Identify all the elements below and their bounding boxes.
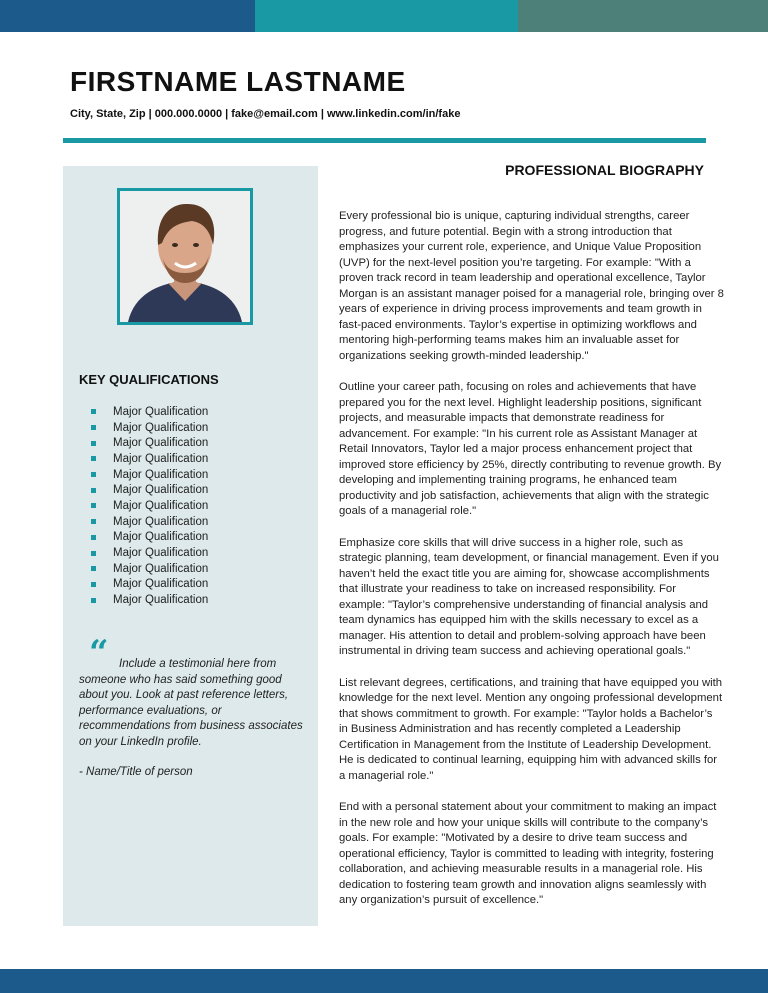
square-bullet-icon	[91, 472, 96, 477]
qualification-text: Major Qualification	[113, 437, 209, 450]
qualification-item	[91, 577, 208, 593]
qualification-item	[91, 545, 208, 561]
square-bullet-icon	[91, 551, 96, 556]
headshot-photo-icon	[120, 191, 250, 322]
candidate-name: FIRSTNAME LASTNAME	[70, 66, 406, 97]
sidebar	[63, 166, 318, 926]
square-bullet-icon	[91, 409, 96, 414]
top-band-green-segment	[518, 0, 768, 32]
biography-paragraph: End with a personal statement about your commitment to making an impact in the new role and how your unique skills will contribute to the company’s goals. For example: "Motivated by a desire to drive team success and operational efficiency, Taylor is committed to leading with integrity, fostering collaboration, and achieving measurable results in a managerial role. His dedication to fostering team growth and innovation aligns seamlessly with any organization’s pursuit of excellence."	[339, 800, 717, 907]
square-bullet-icon	[91, 598, 96, 603]
qualification-text: Major Qualification	[113, 562, 209, 575]
square-bullet-icon	[91, 503, 96, 508]
square-bullet-icon	[91, 566, 96, 571]
biography-heading: PROFESSIONAL BIOGRAPHY	[505, 162, 704, 178]
qualification-text: Major Qualification	[113, 515, 209, 528]
qualification-text: Major Qualification	[113, 468, 209, 481]
qualification-text: Major Qualification	[113, 405, 209, 418]
qualification-item	[91, 592, 208, 608]
qualification-text: Major Qualification	[113, 578, 209, 591]
square-bullet-icon	[91, 441, 96, 446]
testimonial-text: Include a testimonial here from someone who has said something good about you. Look at past reference letters, performance evaluations, or recommendations from business associates on your LinkedIn profile.	[79, 658, 303, 748]
square-bullet-icon	[91, 425, 96, 430]
qualification-item	[91, 561, 208, 577]
biography-paragraph: Emphasize core skills that will drive success in a higher role, such as strategic planning, team development, or financial management. Even if you haven’t held the exact title you are aiming for, showcase accomplishments that illustrate your readiness to take on increased responsibility. For example: "Taylor’s comprehensive understanding of financial analysis and team dynamics has equipped him with the skills necessary to excel as a manager. His attention to detail and problem-solving approach have been instrumental in driving team success and achieving operational goals."	[339, 536, 719, 658]
square-bullet-icon	[91, 519, 96, 524]
square-bullet-icon	[91, 488, 96, 493]
qualification-text: Major Qualification	[113, 421, 209, 434]
qualification-text: Major Qualification	[113, 484, 209, 497]
top-band-navy-segment	[0, 0, 255, 32]
qualification-item	[91, 420, 208, 436]
qualification-item	[91, 514, 208, 530]
biography-body	[339, 209, 724, 924]
qualification-item	[91, 404, 208, 420]
qualification-text: Major Qualification	[113, 547, 209, 560]
qualification-item	[91, 498, 208, 514]
qualification-text: Major Qualification	[113, 499, 209, 512]
quote-mark-icon: “	[89, 633, 109, 673]
square-bullet-icon	[91, 456, 96, 461]
qualifications-heading: KEY QUALIFICATIONS	[79, 372, 219, 387]
header-divider	[63, 138, 706, 143]
qualifications-list	[91, 404, 208, 608]
square-bullet-icon	[91, 535, 96, 540]
qualification-item	[91, 451, 208, 467]
biography-paragraph: List relevant degrees, certifications, and training that have equipped you with knowledge for the next level. Mention any ongoing professional development that shows commitment to growth. For example: "Taylor holds a Bachelor’s in Business Administration and has recently completed a Leadership Certification in Management from the Institute of Leadership Development. He is dedicated to continual learning, equipping him with advanced skills for a managerial role."	[339, 676, 723, 782]
biography-paragraph: Outline your career path, focusing on roles and achievements that have prepared you for the next level. Highlight leadership positions, significant projects, and measurable impacts that demonstrate readiness for advancement. For example: "In his current role as Assistant Manager at Retail Innovators, Taylor led a major process enhancement project that improved store efficiency by 25%, directly contributing to revenue growth. By developing and implementing training programs, he enhanced team productivity and job satisfaction, achievements that align with the strategic goals of a managerial role."	[339, 381, 722, 518]
profile-photo	[117, 188, 253, 325]
square-bullet-icon	[91, 582, 96, 587]
biography-paragraph: Every professional bio is unique, capturing individual strengths, career progress, and future potential. Begin with a strong introduction that emphasizes your current role, experience, and Unique Value Proposition (UVP) for the next-level position you’re targeting. For example: "With a proven track record in team leadership and operational excellence, Taylor Morgan is an assistant manager poised for a managerial role, bringing over 8 years of experience in driving process improvements and team growth in fast-paced environments. Taylor’s expertise in optimizing workflows and mentoring high-performing teams makes him an invaluable asset for organizations seeking growth-minded leadership."	[339, 210, 724, 362]
qualification-item	[91, 467, 208, 483]
qualification-text: Major Qualification	[113, 594, 209, 607]
testimonial-attribution: - Name/Title of person	[79, 766, 193, 778]
bottom-color-band	[0, 969, 768, 993]
contact-line: City, State, Zip | 000.000.0000 | fake@email.com | www.linkedin.com/in/fake	[70, 108, 461, 120]
qualification-item	[91, 530, 208, 546]
qualification-text: Major Qualification	[113, 531, 209, 544]
top-band-teal-segment	[255, 0, 518, 32]
qualification-item	[91, 435, 208, 451]
qualification-text: Major Qualification	[113, 452, 209, 465]
qualification-item	[91, 482, 208, 498]
top-color-band	[0, 0, 768, 32]
